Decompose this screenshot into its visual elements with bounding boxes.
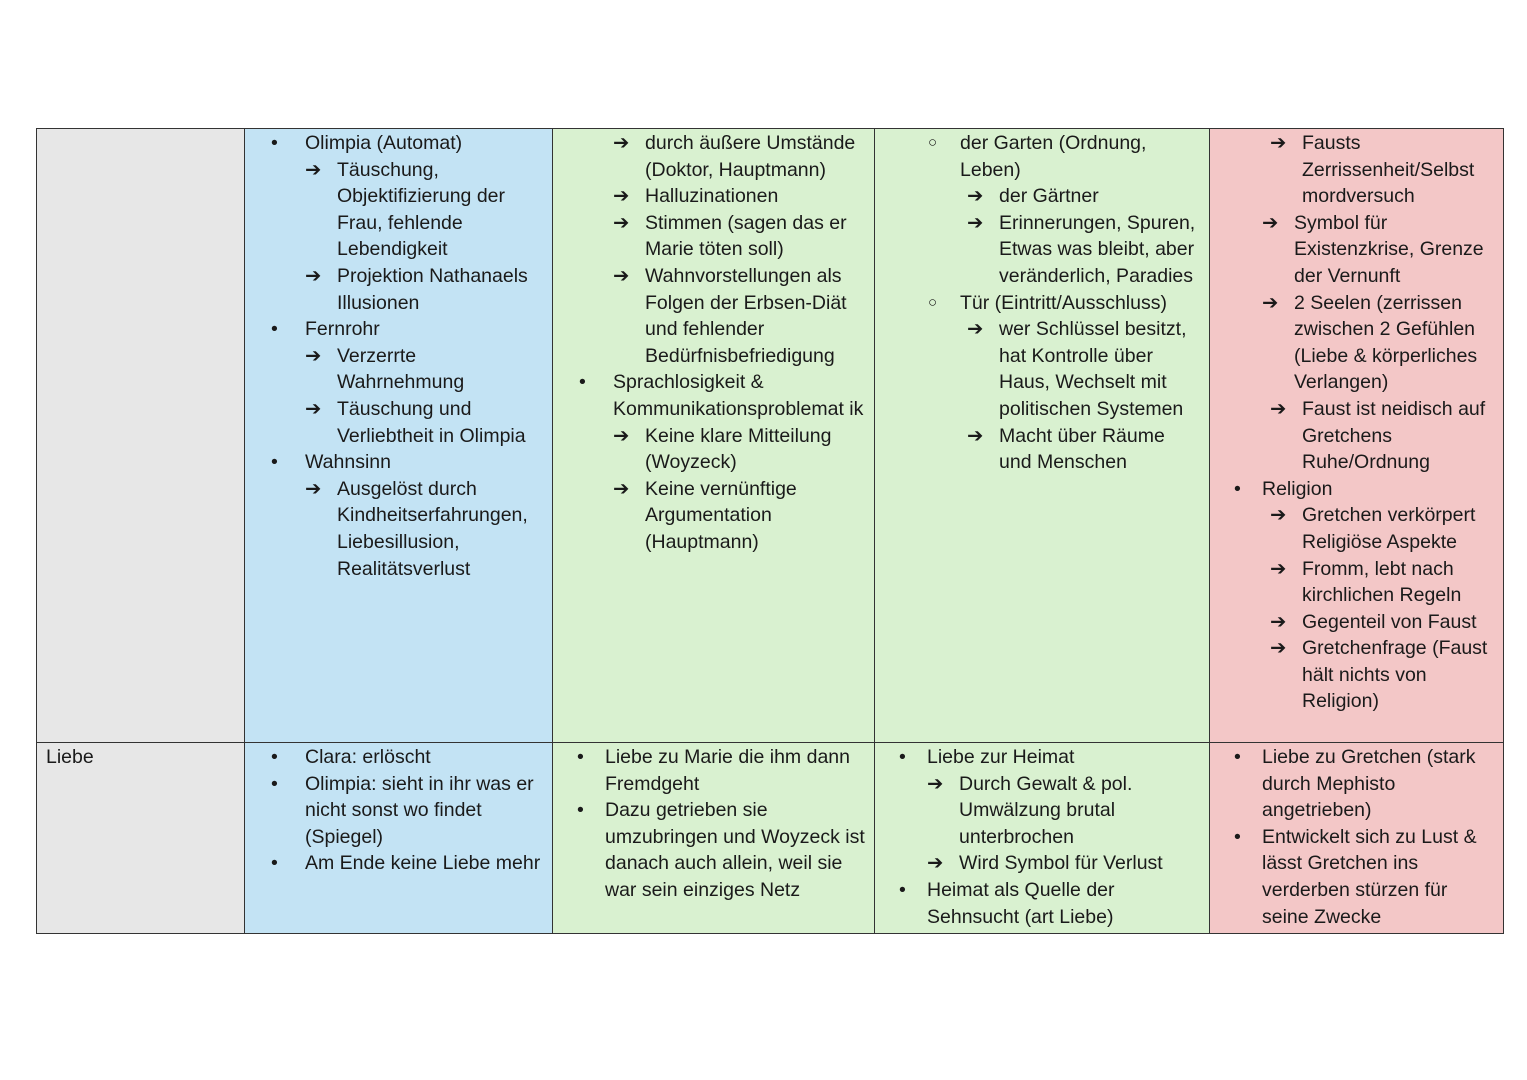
list-item: • Liebe zu Marie die ihm dann Fremdgeht <box>561 744 866 797</box>
row-label <box>37 129 244 131</box>
bullet-list <box>253 744 544 877</box>
arrow-item: ➔ Fausts Zerrissenheit/Selbst mordversuch <box>1218 130 1495 210</box>
list-item: • Fernrohr <box>253 316 544 343</box>
list-item: • Olimpia: sieht in ihr was er nicht sonst wo findet (Spiegel) <box>253 771 544 851</box>
arrow-item: ➔ Gretchenfrage (Faust hält nichts von Religion) <box>1218 635 1495 715</box>
list-item: • Heimat als Quelle der Sehnsucht (art Liebe) <box>883 877 1201 930</box>
bullet-list <box>253 130 544 582</box>
bullet-list <box>1218 744 1495 930</box>
arrow-item: ➔ Halluzinationen <box>561 183 866 210</box>
list-item: • Sprachlosigkeit & Kommunikationsproblemat ik <box>561 369 866 422</box>
arrow-item: ➔ Täuschung, Objektifizierung der Frau, fehlende Lebendigkeit <box>253 157 544 263</box>
arrow-item: ➔ Ausgelöst durch Kindheitserfahrungen, Liebesillusion, Realitätsverlust <box>253 476 544 582</box>
table-row <box>37 743 1504 934</box>
cell-sandmann-symbols <box>245 129 553 743</box>
arrow-item: ➔ Stimmen (sagen das er Marie töten soll) <box>561 210 866 263</box>
row-label-cell <box>37 129 245 743</box>
list-item: • Entwickelt sich zu Lust & lässt Gretchen ins verderben stürzen für seine Zwecke <box>1218 824 1495 930</box>
bullet-list <box>883 744 1201 930</box>
cell-heimat-liebe <box>875 743 1210 934</box>
list-item: • Dazu getrieben sie umzubringen und Woyzeck ist danach auch allein, weil sie war sein einziges Netz <box>561 797 866 903</box>
arrow-item: ➔ Projektion Nathanaels Illusionen <box>253 263 544 316</box>
cell-sandmann-liebe <box>245 743 553 934</box>
arrow-item: ➔ Erinnerungen, Spuren, Etwas was bleibt, aber veränderlich, Paradies <box>883 210 1201 290</box>
arrow-item: ➔ Durch Gewalt & pol. Umwälzung brutal unterbrochen <box>883 771 1201 851</box>
arrow-item: ➔ Fromm, lebt nach kirchlichen Regeln <box>1218 556 1495 609</box>
list-item: • Am Ende keine Liebe mehr <box>253 850 544 877</box>
cell-woyzeck-symbols <box>553 129 875 743</box>
table-row <box>37 129 1504 743</box>
cell-faust-liebe <box>1210 743 1504 934</box>
arrow-item: ➔ 2 Seelen (zerrissen zwischen 2 Gefühlen (Liebe & körperliches Verlangen) <box>1218 290 1495 396</box>
arrow-item: ➔ der Gärtner <box>883 183 1201 210</box>
list-item: • Wahnsinn <box>253 449 544 476</box>
row-label: Liebe <box>46 746 94 768</box>
cell-faust-symbols <box>1210 129 1504 743</box>
arrow-item: ➔ Keine klare Mitteilung (Woyzeck) <box>561 423 866 476</box>
list-item: ○ Tür (Eintritt/Ausschluss) <box>883 290 1201 317</box>
list-item: • Liebe zur Heimat <box>883 744 1201 771</box>
arrow-item: ➔ Wahnvorstellungen als Folgen der Erbsen-Diät und fehlender Bedürfnisbefriedigung <box>561 263 866 369</box>
list-item: • Olimpia (Automat) <box>253 130 544 157</box>
bullet-list <box>561 130 866 556</box>
arrow-item: ➔ Macht über Räume und Menschen <box>883 423 1201 476</box>
arrow-item: ➔ Keine vernünftige Argumentation (Hauptmann) <box>561 476 866 556</box>
arrow-item: ➔ Verzerrte Wahrnehmung <box>253 343 544 396</box>
arrow-item: ➔ Faust ist neidisch auf Gretchens Ruhe/Ordnung <box>1218 396 1495 476</box>
bullet-list <box>1218 130 1495 715</box>
list-item: • Religion <box>1218 476 1495 503</box>
bullet-list <box>561 744 866 904</box>
arrow-item: ➔ wer Schlüssel besitzt, hat Kontrolle über Haus, Wechselt mit politischen Systemen <box>883 316 1201 422</box>
arrow-item: ➔ Gegenteil von Faust <box>1218 609 1495 636</box>
list-item: • Liebe zu Gretchen (stark durch Mephisto angetrieben) <box>1218 744 1495 824</box>
arrow-item: ➔ Symbol für Existenzkrise, Grenze der Vernunft <box>1218 210 1495 290</box>
list-item: ○ der Garten (Ordnung, Leben) <box>883 130 1201 183</box>
list-item: • Clara: erlöscht <box>253 744 544 771</box>
bullet-list <box>883 130 1201 476</box>
comparison-table <box>36 128 1504 934</box>
cell-heimat-symbols <box>875 129 1210 743</box>
row-label-cell <box>37 743 245 934</box>
cell-woyzeck-liebe <box>553 743 875 934</box>
arrow-item: ➔ Täuschung und Verliebtheit in Olimpia <box>253 396 544 449</box>
arrow-item: ➔ Wird Symbol für Verlust <box>883 850 1201 877</box>
arrow-item: ➔ Gretchen verkörpert Religiöse Aspekte <box>1218 502 1495 555</box>
arrow-item: ➔ durch äußere Umstände (Doktor, Hauptmann) <box>561 130 866 183</box>
